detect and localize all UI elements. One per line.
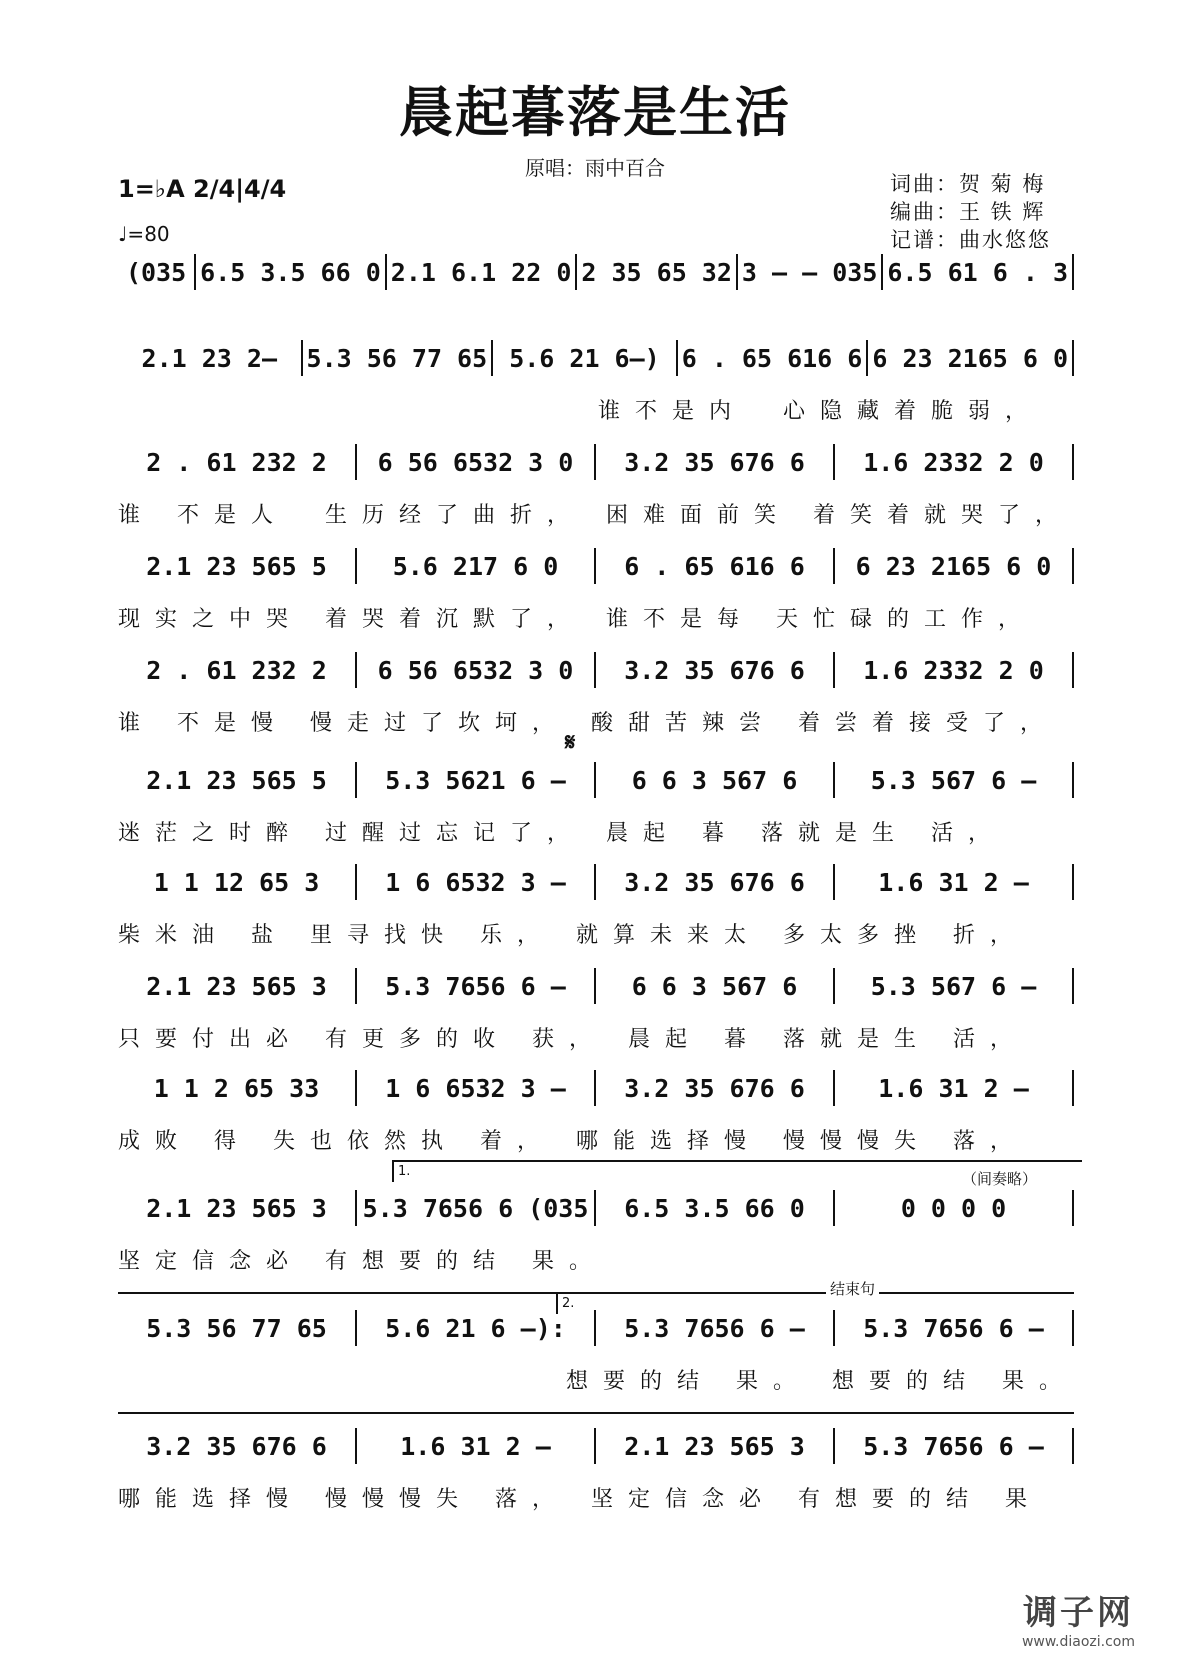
notes-row: [118, 252, 1074, 292]
bar: 6 56 6532 3 0: [355, 652, 594, 688]
bar: (035: [125, 257, 187, 287]
lyrics-line: 谁 不是慢 慢走过了坎坷， 酸甜苦辣尝 着尝着接受了，: [118, 711, 1057, 736]
notes-row: [118, 1308, 1074, 1348]
bar: 5.3 56 77 65: [301, 340, 492, 376]
bar: 1.6 31 2 –: [833, 864, 1074, 900]
bar: 5.3 567 6 –: [833, 968, 1074, 1004]
bar: 5.3 7656 6 –: [594, 1310, 833, 1346]
bar: 3 – – 035: [736, 254, 881, 290]
section-divider: [118, 1412, 1074, 1414]
notes-row: [118, 1426, 1074, 1466]
site-watermark: [1022, 1585, 1135, 1650]
notes-row: [118, 546, 1074, 586]
notes-row: [118, 966, 1074, 1006]
volta-1-label: 1.: [398, 1164, 411, 1179]
credit-transcriber: 记谱：曲水悠悠: [890, 228, 1051, 252]
credit-arranger: 编曲：王 铁 辉: [890, 200, 1046, 224]
interlude-note: （间奏略）: [962, 1170, 1038, 1188]
bar: 6 6 3 567 6: [594, 762, 833, 798]
key-signature: 1=♭A 2/4|4/4: [118, 175, 287, 203]
bar: 3.2 35 676 6: [146, 1431, 327, 1461]
bar: 1.6 2332 2 0: [833, 444, 1074, 480]
lyrics-line: 迷茫之时醉 过醒过忘记了， 晨起 暮 落就是生 活，: [118, 821, 1005, 846]
notes-row: [118, 1068, 1074, 1108]
bar: 5.3 7656 6 (035: [355, 1190, 594, 1226]
notes-row: [118, 442, 1074, 482]
lyrics-line: 现实之中哭 着哭着沉默了， 谁不是每 天忙碌的工作，: [118, 607, 1035, 632]
lyrics-line: 坚定信念必 有想要的结 果。: [118, 1249, 606, 1274]
bar: 2 35 65 32: [575, 254, 736, 290]
notes-row: [118, 862, 1074, 902]
bar: 5.3 7656 6 –: [833, 1428, 1074, 1464]
bar: 2 . 61 232 2: [146, 447, 327, 477]
tempo-marking: ♩=80: [118, 222, 170, 246]
site-url: www.diaozi.com: [1021, 1634, 1135, 1650]
bar: 2.1 23 565 5: [146, 765, 327, 795]
bar: 6.5 3.5 66 0: [594, 1190, 833, 1226]
bar: 2.1 23 565 3: [146, 971, 327, 1001]
bar: 5.3 56 77 65: [146, 1313, 327, 1343]
bar: 2 . 61 232 2: [146, 655, 327, 685]
bar: 6 6 3 567 6: [594, 968, 833, 1004]
notes-row: [118, 760, 1074, 800]
site-logo-text: 调子网: [1022, 1593, 1134, 1633]
notes-row: [118, 338, 1074, 378]
bar: 6 56 6532 3 0: [355, 444, 594, 480]
volta-2-label: 2.: [562, 1296, 575, 1311]
bar: 6.5 3.5 66 0: [194, 254, 385, 290]
bar: 1.6 31 2 –: [355, 1428, 594, 1464]
bar: 5.3 7656 6 –: [833, 1310, 1074, 1346]
bar: 3.2 35 676 6: [594, 652, 833, 688]
bar: 5.3 5621 6 –: [355, 762, 594, 798]
segno-sign: 𝄋: [565, 728, 576, 756]
bar: 2.1 23 565 3: [594, 1428, 833, 1464]
lyrics-line: 只要付出必 有更多的收 获， 晨起 暮 落就是生 活，: [118, 1027, 1027, 1052]
original-singer: 原唱：雨中百合: [525, 156, 665, 180]
lyrics-line: 想要的结 果。 想要的结 果。: [566, 1369, 1076, 1394]
lyrics-line: 哪能选择慢 慢慢慢失 落， 坚定信念必 有想要的结 果: [118, 1487, 1042, 1512]
bar: 1 6 6532 3 –: [355, 864, 594, 900]
bar: 5.3 567 6 –: [833, 762, 1074, 798]
lyrics-line: 谁 不是人 生历经了曲折， 困难面前笑 着笑着就哭了，: [118, 503, 1072, 528]
notes-row: [118, 650, 1074, 690]
bar: 1 1 2 65 33: [153, 1073, 320, 1103]
bar: 2.1 6.1 22 0: [385, 254, 576, 290]
ending-label: 结束句: [826, 1278, 879, 1299]
bar: 5.3 7656 6 –: [355, 968, 594, 1004]
bar: 5.6 21 6–): [491, 340, 676, 376]
notes-row: [118, 1188, 1074, 1228]
bar: 1 6 6532 3 –: [355, 1070, 594, 1106]
bar: 6 . 65 616 6: [676, 340, 867, 376]
bar: 3.2 35 676 6: [594, 444, 833, 480]
bar: 1 1 12 65 3: [153, 867, 320, 897]
lyrics-line: 成败 得 失也依然执 着， 哪能选择慢 慢慢慢失 落，: [118, 1129, 1027, 1154]
bar: 2.1 23 565 3: [146, 1193, 327, 1223]
bar: 5.6 21 6 –):: [355, 1310, 594, 1346]
bar: 1.6 31 2 –: [833, 1070, 1074, 1106]
credits-block: [890, 170, 1051, 254]
bar: 2.1 23 565 5: [146, 551, 327, 581]
song-title: 晨起暮落是生活: [399, 80, 791, 144]
bar: 6.5 61 6 . 3: [881, 254, 1074, 290]
bar: 6 23 2165 6 0: [833, 548, 1074, 584]
bar: 5.6 217 6 0: [355, 548, 594, 584]
lyrics-line: 柴米油 盐 里寻找快 乐， 就算未来太 多太多挫 折，: [118, 923, 1027, 948]
bar: 3.2 35 676 6: [594, 1070, 833, 1106]
bar: 6 23 2165 6 0: [866, 340, 1074, 376]
bar: 6 . 65 616 6: [594, 548, 833, 584]
bar: 2.1 23 2–: [141, 343, 277, 373]
bar: 0 0 0 0: [833, 1190, 1074, 1226]
credit-lyrics-music: 词曲：贺 菊 梅: [890, 172, 1046, 196]
bar: 3.2 35 676 6: [594, 864, 833, 900]
lyrics-line: 谁不是内 心隐藏着脆弱，: [598, 399, 1043, 424]
bar: 1.6 2332 2 0: [833, 652, 1074, 688]
